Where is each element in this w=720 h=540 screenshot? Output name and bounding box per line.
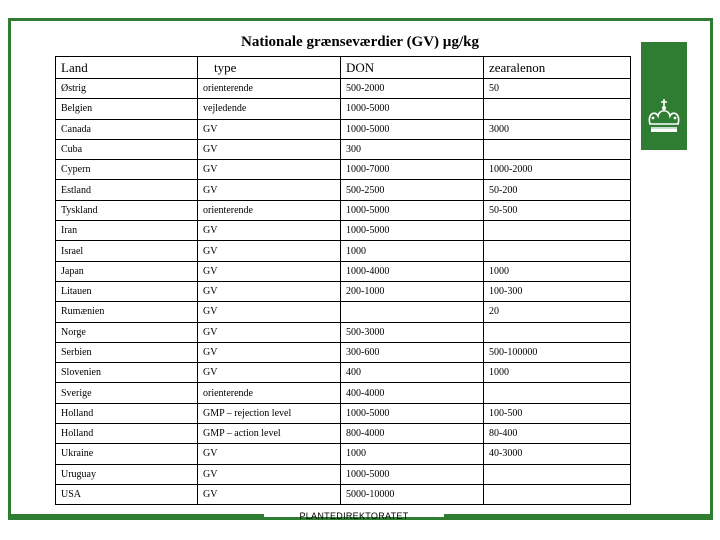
table-row bbox=[56, 444, 631, 464]
cell-type: GV bbox=[198, 221, 341, 241]
cell-don: 1000 bbox=[341, 241, 484, 261]
cell-type: GV bbox=[198, 444, 341, 464]
cell-type: GV bbox=[198, 139, 341, 159]
cell-zearalenon: 500-100000 bbox=[484, 342, 631, 362]
cell-zearalenon bbox=[484, 484, 631, 504]
cell-type: GV bbox=[198, 160, 341, 180]
footer-bar-left bbox=[8, 514, 264, 520]
cell-type: GV bbox=[198, 281, 341, 301]
table-row bbox=[56, 424, 631, 444]
cell-land: Holland bbox=[56, 403, 198, 423]
table-row bbox=[56, 464, 631, 484]
cell-don: 1000-5000 bbox=[341, 119, 484, 139]
cell-don: 1000-5000 bbox=[341, 464, 484, 484]
table-row bbox=[56, 160, 631, 180]
cell-land: Holland bbox=[56, 424, 198, 444]
table-row bbox=[56, 119, 631, 139]
cell-type: GV bbox=[198, 342, 341, 362]
table-row bbox=[56, 221, 631, 241]
cell-don: 800-4000 bbox=[341, 424, 484, 444]
cell-land: Sverige bbox=[56, 383, 198, 403]
cell-type: GV bbox=[198, 119, 341, 139]
table-row bbox=[56, 302, 631, 322]
cell-zearalenon: 50-200 bbox=[484, 180, 631, 200]
cell-don: 300 bbox=[341, 139, 484, 159]
cell-zearalenon: 20 bbox=[484, 302, 631, 322]
ministry-logo bbox=[641, 42, 687, 150]
table-row bbox=[56, 79, 631, 99]
cell-zearalenon: 100-300 bbox=[484, 281, 631, 301]
cell-land: Norge bbox=[56, 322, 198, 342]
cell-land: Serbien bbox=[56, 342, 198, 362]
table-row bbox=[56, 342, 631, 362]
cell-land: Cuba bbox=[56, 139, 198, 159]
cell-land: USA bbox=[56, 484, 198, 504]
table-row bbox=[56, 180, 631, 200]
table-row bbox=[56, 403, 631, 423]
table-row bbox=[56, 322, 631, 342]
cell-type: GV bbox=[198, 261, 341, 281]
cell-don: 1000-5000 bbox=[341, 99, 484, 119]
cell-land: Østrig bbox=[56, 79, 198, 99]
cell-don: 1000-5000 bbox=[341, 403, 484, 423]
cell-zearalenon: 1000 bbox=[484, 363, 631, 383]
cell-zearalenon: 3000 bbox=[484, 119, 631, 139]
cell-don: 200-1000 bbox=[341, 281, 484, 301]
cell-zearalenon bbox=[484, 464, 631, 484]
cell-zearalenon bbox=[484, 241, 631, 261]
cell-land: Tyskland bbox=[56, 200, 198, 220]
table-row bbox=[56, 383, 631, 403]
cell-zearalenon: 50-500 bbox=[484, 200, 631, 220]
cell-land: Litauen bbox=[56, 281, 198, 301]
cell-zearalenon: 50 bbox=[484, 79, 631, 99]
cell-zearalenon bbox=[484, 221, 631, 241]
cell-land: Ukraine bbox=[56, 444, 198, 464]
table-row bbox=[56, 261, 631, 281]
cell-zearalenon bbox=[484, 383, 631, 403]
cell-land: Iran bbox=[56, 221, 198, 241]
cell-type: orienterende bbox=[198, 200, 341, 220]
cell-land: Rumænien bbox=[56, 302, 198, 322]
cell-don: 1000-4000 bbox=[341, 261, 484, 281]
table-row bbox=[56, 484, 631, 504]
cell-land: Belgien bbox=[56, 99, 198, 119]
cell-land: Israel bbox=[56, 241, 198, 261]
cell-don: 500-2500 bbox=[341, 180, 484, 200]
cell-type: vejledende bbox=[198, 99, 341, 119]
header-land: Land bbox=[56, 57, 198, 79]
footer-bar-right bbox=[444, 514, 713, 520]
table-row bbox=[56, 281, 631, 301]
cell-don: 1000 bbox=[341, 444, 484, 464]
cell-type: GV bbox=[198, 302, 341, 322]
cell-type: GV bbox=[198, 322, 341, 342]
table-row bbox=[56, 139, 631, 159]
cell-type: GMP – rejection level bbox=[198, 403, 341, 423]
header-don: DON bbox=[341, 57, 484, 79]
cell-land: Slovenien bbox=[56, 363, 198, 383]
cell-type: orienterende bbox=[198, 79, 341, 99]
cell-land: Cypern bbox=[56, 160, 198, 180]
cell-type: GMP – action level bbox=[198, 424, 341, 444]
page-title: Nationale grænseværdier (GV) µg/kg bbox=[241, 34, 479, 50]
cell-zearalenon: 40-3000 bbox=[484, 444, 631, 464]
cell-type: GV bbox=[198, 464, 341, 484]
cell-type: GV bbox=[198, 180, 341, 200]
cell-type: orienterende bbox=[198, 383, 341, 403]
cell-don bbox=[341, 302, 484, 322]
cell-type: GV bbox=[198, 484, 341, 504]
cell-don: 1000-5000 bbox=[341, 221, 484, 241]
cell-type: GV bbox=[198, 241, 341, 261]
cell-land: Estland bbox=[56, 180, 198, 200]
table-row bbox=[56, 200, 631, 220]
cell-don: 500-3000 bbox=[341, 322, 484, 342]
cell-zearalenon: 100-500 bbox=[484, 403, 631, 423]
cell-zearalenon bbox=[484, 99, 631, 119]
table-row bbox=[56, 99, 631, 119]
cell-don: 1000-5000 bbox=[341, 200, 484, 220]
crown-icon bbox=[641, 96, 687, 136]
cell-zearalenon bbox=[484, 322, 631, 342]
header-type: type bbox=[198, 57, 341, 79]
header-zearalenon: zearalenon bbox=[484, 57, 631, 79]
cell-zearalenon bbox=[484, 139, 631, 159]
cell-don: 1000-7000 bbox=[341, 160, 484, 180]
cell-land: Uruguay bbox=[56, 464, 198, 484]
cell-type: GV bbox=[198, 363, 341, 383]
cell-don: 5000-10000 bbox=[341, 484, 484, 504]
table-row bbox=[56, 241, 631, 261]
cell-don: 400 bbox=[341, 363, 484, 383]
footer-label: PLANTEDIREKTORATET bbox=[299, 511, 409, 521]
cell-land: Japan bbox=[56, 261, 198, 281]
table-row bbox=[56, 363, 631, 383]
cell-don: 500-2000 bbox=[341, 79, 484, 99]
table-header-row bbox=[56, 57, 631, 79]
cell-zearalenon: 80-400 bbox=[484, 424, 631, 444]
cell-zearalenon: 1000 bbox=[484, 261, 631, 281]
limits-table bbox=[55, 56, 631, 505]
cell-don: 400-4000 bbox=[341, 383, 484, 403]
cell-land: Canada bbox=[56, 119, 198, 139]
cell-zearalenon: 1000-2000 bbox=[484, 160, 631, 180]
cell-don: 300-600 bbox=[341, 342, 484, 362]
